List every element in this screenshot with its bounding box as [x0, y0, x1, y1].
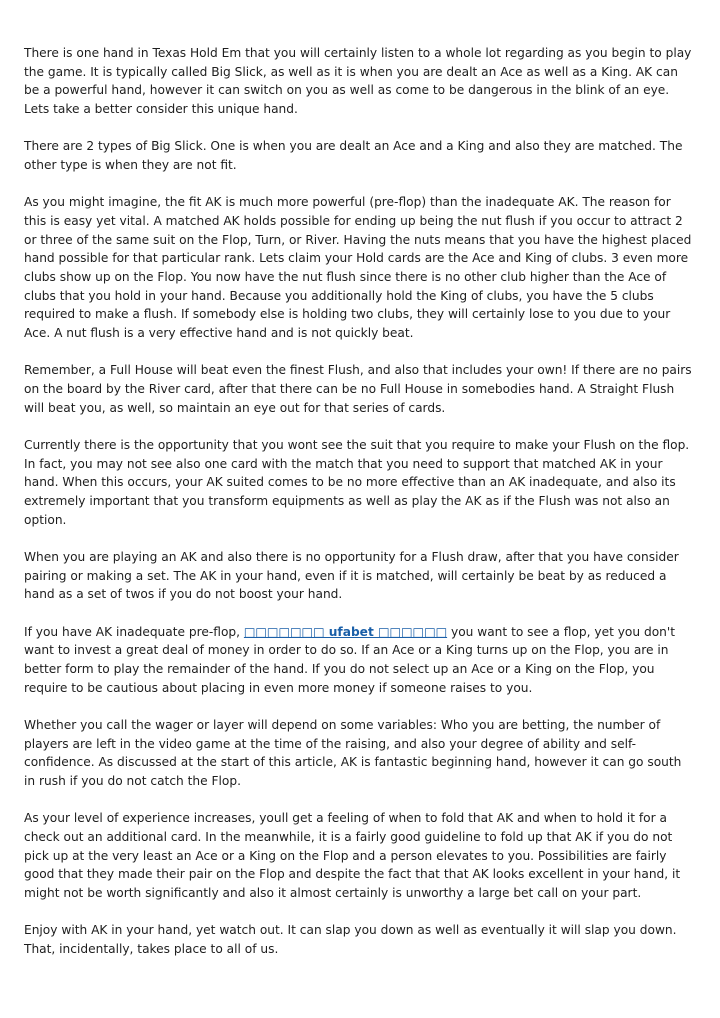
paragraph-text-after-link: you want to see a flop, yet you don't want to invest a great deal of money in order to do so. If an Ace or a King turns up on the Flop, you are in better form to play the remainder of the hand. If you do not select up an Ace or a King on the Flop, you require to be cautious about placing in even more money if someone raises to you.: [24, 624, 676, 695]
paragraph: There is one hand in Texas Hold Em that you will certainly listen to a whole lot regarding as you begin to play the game. It is typically called Big Slick, as well as it is when you are dealt an Ace as well as a King. AK can be a powerful hand, however it can switch on you as well as come to be dangerous in the blink of an eye. Lets take a better consider this unique hand.: [24, 46, 692, 117]
paragraph: Currently there is the opportunity that you wont see the suit that you require to make your Flush on the flop. In fact, you may not see also one card with the match that you need to support that matched AK in your hand. When this occurs, your AK suited comes to be no more effective than an AK inadequate, and also its extremely important that you transform equipments as well as play the AK as if the Flush was not also an option.: [24, 437, 690, 527]
ufabet-link[interactable]: □□□□□□□ ufabet □□□□□□: [243, 624, 448, 639]
paragraph: When you are playing an AK and also there is no opportunity for a Flush draw, after that you have consider pairing or making a set. The AK in your hand, even if it is matched, will certainly be beat by as reduced a hand as a set of twos if you do not boost your hand.: [24, 549, 679, 602]
paragraph: Enjoy with AK in your hand, yet watch out. It can slap you down as well as eventually it will slap you down. That, incidentally, takes place to all of us.: [24, 923, 677, 956]
article-body: [24, 44, 696, 977]
paragraph-with-link: [24, 623, 696, 698]
paragraph: Whether you call the wager or layer will depend on some variables: Who you are betting, the number of players are left in the video game at the time of the raising, and also your degree of ability and self-confidence. As discussed at the start of this article, AK is fantastic beginning hand, however it can go south in rush if you do not catch the Flop.: [24, 717, 682, 788]
paragraph: Remember, a Full House will beat even the finest Flush, and also that includes your own! If there are no pairs on the board by the River card, after that there can be no Full House in somebodies hand. A Straight Flush will beat you, as well, so maintain an eye out for that series of cards.: [24, 363, 692, 415]
paragraph: There are 2 types of Big Slick. One is when you are dealt an Ace and a King and also they are matched. The other type is when they are not fit.: [24, 139, 683, 173]
paragraph: As your level of experience increases, youll get a feeling of when to fold that AK and when to hold it for a check out an additional card. In the meanwhile, it is a fairly good guideline to fold up that AK if you do not pick up at the very least an Ace or a King on the Flop and a person elevates to you. Possibilities are fairly good that they made their pair on the Flop and despite the fact that that AK looks excellent in your hand, it might not be worth significantly and also it almost certainly is unworthy a large bet call on your part.: [24, 811, 681, 901]
paragraph-text-before-link: If you have AK inadequate pre-flop,: [24, 624, 244, 639]
paragraph: As you might imagine, the fit AK is much more powerful (pre-flop) than the inadequate AK. The reason for this is easy yet vital. A matched AK holds possible for ending up being the nut flush if you occur to attract 2 or three of the same suit on the Flop, Turn, or River. Having the nuts means that you have the highest placed hand possible for that particular rank. Lets claim your Hold cards are the Ace and King of clubs. 3 even more clubs show up on the Flop. You now have the nut flush since there is no other club higher than the Ace of clubs that you hold in your hand. Because you additionally hold the King of clubs, you have the 5 clubs required to make a flush. If somebody else is holding two clubs, they will certainly lose to you due to your Ace. A nut flush is a very effective hand and is not quickly beat.: [24, 195, 692, 341]
